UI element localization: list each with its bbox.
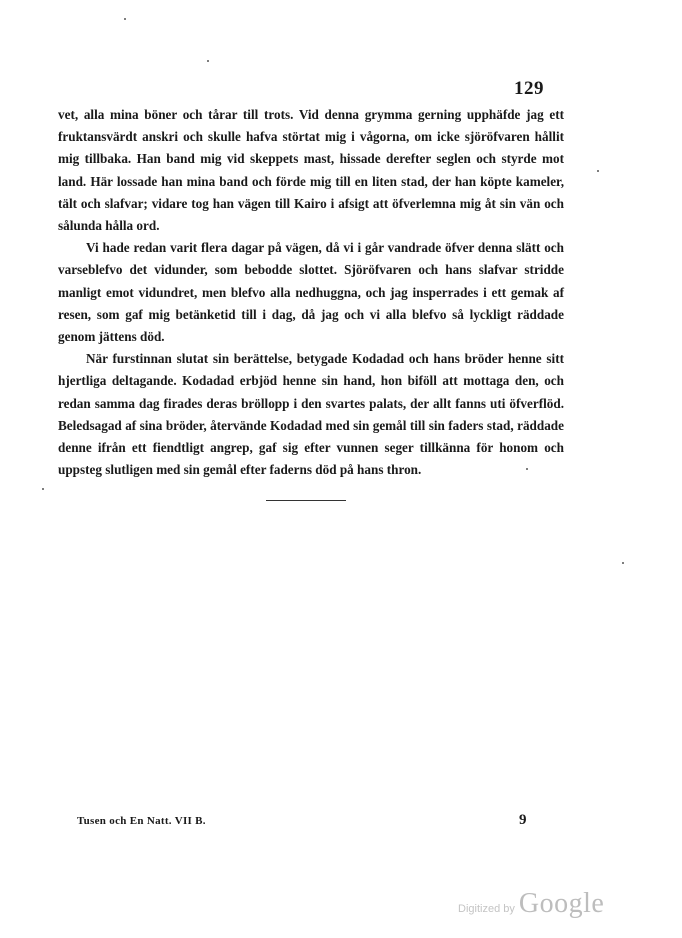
paper-speck (124, 18, 126, 20)
paper-speck (526, 468, 528, 470)
paper-speck (207, 60, 209, 62)
printer-signature: Tusen och En Natt. VII B. (77, 815, 206, 827)
paragraph: När furstinnan slutat sin berättelse, betygade Kodadad och hans bröder henne sitt hjertliga deltagande. Kodadad erbjöd henne sin hand, hon biföll att mottaga den, och redan samma dag firades deras bröllopp i den svartes palats, der allt fanns uti öfverflöd. Beledsagad af sina bröder, återvände Kodadad med sin gemål till sin faders stad, räddade denne ifrån ett fiendtligt angrep, gaf sig efter vunnen seger tillkänna för honom och uppsteg slutligen med sin gemål efter faderns död på hans thron. (58, 351, 564, 478)
digitized-watermark (458, 888, 604, 920)
paragraph: vet, alla mina böner och tårar till trots. Vid denna grymma gerning upphäfde jag ett fruktansvärdt anskri och skulle hafva störtat mig i vågorna, om icke sjöröfvaren hållit mig tillbaka. Han band mig vid skeppets mast, hissade derefter seglen och styrde mot land. Här lossade han mina band och förde mig till en liten stad, der han köpte kameler, tält och slafvar; vidare tog han vägen till Kairo i afsigt att öfverlemna mig åt sin vän och sålunda hålla ord. (58, 107, 564, 234)
paper-speck (622, 562, 624, 564)
paper-speck (597, 170, 599, 172)
page-number: 129 (514, 78, 544, 99)
paragraph: Vi hade redan varit flera dagar på vägen, då vi i går vandrade öfver denna slätt och varseblefvo det vidunder, som bebodde slottet. Sjöröfvaren och hans slafvar stridde manligt emot vidundret, men blefvo alla nedhuggna, och jag insperrades i ett gemak af resen, som gaf mig betänketid till i dag, då jag och vi alla blefvo så lyckligt räddade genom jättens död. (58, 240, 564, 345)
body-text (58, 104, 564, 481)
google-logo: Google (518, 888, 605, 919)
watermark-prefix: Digitized by (458, 903, 515, 915)
paper-speck (42, 488, 44, 490)
section-separator-rule (266, 500, 346, 501)
sheet-number: 9 (519, 812, 527, 828)
